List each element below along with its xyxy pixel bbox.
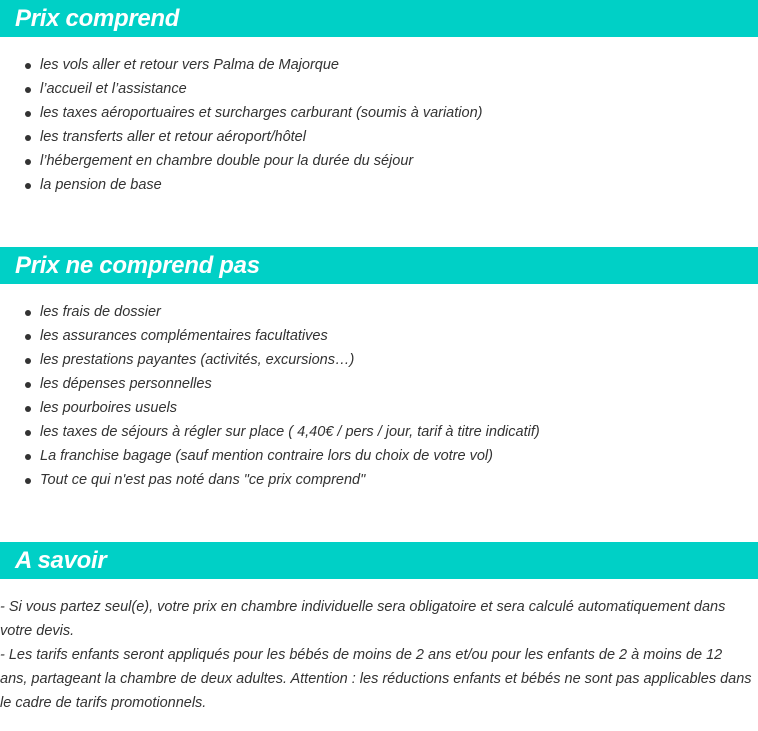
list-item: les assurances complémentaires facultatives — [0, 324, 540, 348]
list-item: les taxes de séjours à régler sur place ( 4,40€ / pers / jour, tarif à titre indicatif) — [0, 420, 540, 444]
list-item: les pourboires usuels — [0, 396, 540, 420]
list-item: les taxes aéroportuaires et surcharges carburant (soumis à variation) — [0, 101, 482, 125]
excluded-list — [0, 300, 540, 492]
info-paragraph: - Les tarifs enfants seront appliqués pour les bébés de moins de 2 ans et/ou pour les enfants de 2 à moins de 12 ans, partageant la chambre de deux adultes. Attention : les réductions enfants et bébés ne sont pas applicables dans le cadre de tarifs promotionnels. — [0, 647, 752, 711]
list-item: les dépenses personnelles — [0, 372, 540, 396]
section-title-excluded: Prix ne comprend pas — [15, 251, 260, 279]
info-paragraph: - Si vous partez seul(e), votre prix en chambre individuelle sera obligatoire et sera calculé automatiquement dans votre devis. — [0, 599, 726, 639]
section-title-info: A savoir — [15, 546, 107, 574]
section-header-included — [0, 0, 758, 37]
info-notes — [0, 595, 752, 715]
list-item: les prestations payantes (activités, excursions…) — [0, 348, 540, 372]
list-item: l’accueil et l’assistance — [0, 77, 482, 101]
list-item: Tout ce qui n'est pas noté dans "ce prix comprend" — [0, 468, 540, 492]
list-item: la pension de base — [0, 173, 482, 197]
list-item: La franchise bagage (sauf mention contraire lors du choix de votre vol) — [0, 444, 540, 468]
list-item: les transferts aller et retour aéroport/hôtel — [0, 125, 482, 149]
section-header-info — [0, 542, 758, 579]
section-title-included: Prix comprend — [15, 4, 180, 32]
list-item: les vols aller et retour vers Palma de Majorque — [0, 53, 482, 77]
section-header-excluded — [0, 247, 758, 284]
list-item: l’hébergement en chambre double pour la durée du séjour — [0, 149, 482, 173]
list-item: les frais de dossier — [0, 300, 540, 324]
included-list — [0, 53, 482, 197]
